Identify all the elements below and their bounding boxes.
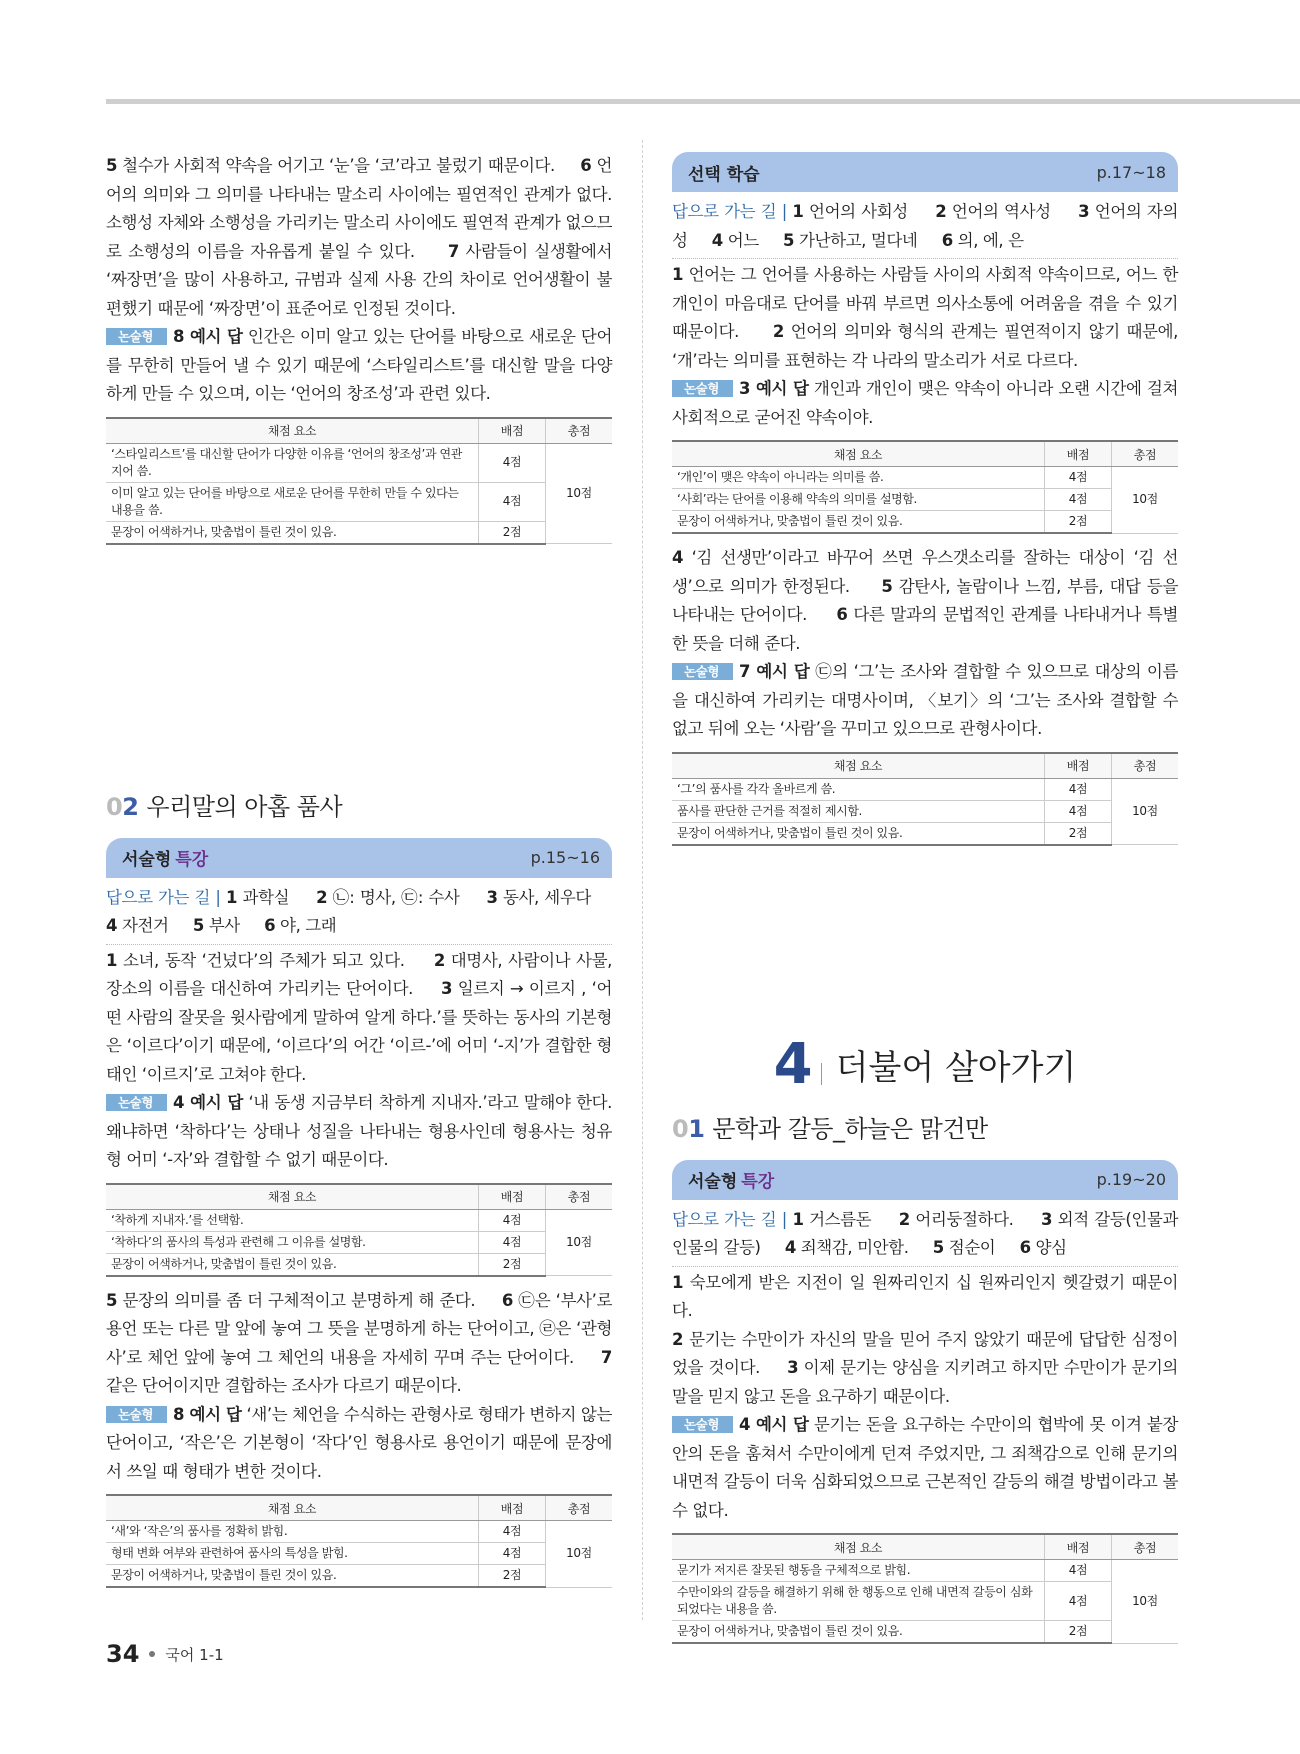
- essay-answer: 논술형 4 예시 답 ‘내 동생 지금부터 착하게 지내자.’라고 말해야 한다. 왜냐하면 ‘착하다’는 상태나 성질을 나타내는 형용사인데 형용사는 청유형 어미 ‘-자’와 결합할 수 없기 때문이다.: [106, 1093, 612, 1169]
- answer-block: 4 ‘김 선생만’이라고 바꾸어 쓰면 우스갯소리를 잘하는 대상이 ‘김 선생’으로 의미가 한정된다. 5 감탄사, 놀람이나 느낌, 부름, 대답 등을 나타내는 단어이다. 6 다른 말과의 문법적인 관계를 나타내거나 특별한 뜻을 더해 준다.: [672, 548, 1178, 653]
- answer-block: 1 숙모에게 받은 지전이 일 원짜리인지 십 원짜리인지 헷갈렸기 때문이다. 2 문기는 수만이가 자신의 말을 믿어 주지 않았기 때문에 답답한 심정이었을 것이다. 3 이제 문기는 양심을 지키려고 하지만 수만이가 문기의 말을 믿지 않고 돈을 요구하기 때문이다.: [672, 1272, 1178, 1406]
- answer-block: 5 철수가 사회적 약속을 어기고 ‘눈’을 ‘코’라고 불렀기 때문이다. 6 언어의 의미와 그 의미를 나타내는 말소리 사이에는 필연적인 관계가 없다. 소행성 자체와 소행성을 가리키는 말소리 사이에도 필연적 관계가 없으므로 소행성의 이름을 자유롭게 붙일 수 있다. 7 사람들이 실생활에서 ‘짜장면’을 많이 사용하고, 규범과 실제 사용 간의 차이로 언어생활이 불편했기 때문에 ‘짜장면’이 표준어로 인정된 것이다.: [106, 156, 612, 318]
- scoring-table: 채점 요소 배점 총점 ‘개인’이 맺은 약속이 아니라는 의미를 씀. 4점 10점 ‘사회’라는 단어를 이용해 약속의 의미를 설명함. 4점 문장이 어색하거나, 맞춤법이 틀린 것이 있음. 2점: [672, 440, 1178, 534]
- book-title: 국어 1-1: [165, 1645, 224, 1664]
- answer-path: 답으로 가는 길 | 1 거스름돈 2 어리둥절하다. 3 외적 갈등(인물과 인물의 갈등) 4 죄책감, 미안함. 5 점순이 6 양심: [672, 1209, 1178, 1257]
- essay-tag: 논술형: [672, 1416, 733, 1433]
- section-header: 선택 학습 p.17~18: [672, 152, 1178, 192]
- scoring-table: 채점 요소 배점 총점 ‘착하게 지내자.’를 선택함. 4점 10점 ‘착하다’의 품사의 특성과 관련해 그 이유를 설명함. 4점 문장이 어색하거나, 맞춤법이 틀린 것이 있음. 2점: [106, 1183, 612, 1277]
- scoring-table: 채점 요소 배점 총점 ‘그’의 품사를 각각 올바르게 씀. 4점 10점 품사를 판단한 근거를 적절히 제시함. 4점 문장이 어색하거나, 맞춤법이 틀린 것이 있음. 2점: [672, 752, 1178, 846]
- answer-block: 1 언어는 그 언어를 사용하는 사람들 사이의 사회적 약속이므로, 어느 한 개인이 마음대로 단어를 바꿔 부르면 의사소통에 어려움을 겪을 수 있기 때문이다. 2 언어의 의미와 형식의 관계는 필연적이지 않기 때문에, ‘개’라는 의미를 표현하는 각 나라의 말소리가 서로 다르다.: [672, 265, 1178, 370]
- essay-answer: 논술형 3 예시 답 개인과 개인이 맺은 약속이 아니라 오랜 시간에 걸쳐 사회적으로 굳어진 약속이야.: [672, 379, 1178, 427]
- left-column: [106, 152, 612, 1598]
- essay-tag: 논술형: [106, 1406, 167, 1423]
- section-header: 서술형 특강 p.19~20: [672, 1160, 1178, 1200]
- section-title: 02 우리말의 아홉 품사: [106, 792, 343, 821]
- section-title: 01 문학과 갈등_하늘은 맑건만: [672, 1114, 988, 1143]
- bullet-icon: [149, 1651, 155, 1657]
- chapter-title: 4 더불어 살아가기: [773, 1031, 1077, 1097]
- column-divider: [642, 140, 643, 1620]
- essay-answer: 논술형 8 예시 답 ‘새’는 체언을 수식하는 관형사로 형태가 변하지 않는 단어이고, ‘작은’은 기본형이 ‘작다’인 형용사로 용언이기 때문에 문장에서 쓰일 때 형태가 변한 것이다.: [106, 1404, 612, 1481]
- right-column: [672, 152, 1178, 1654]
- essay-tag: 논술형: [672, 663, 733, 680]
- answer-path: 답으로 가는 길 | 1 과학실 2 ㉡: 명사, ㉢: 수사 3 동사, 세우다 4 자전거 5 부사 6 야, 그래: [106, 887, 591, 935]
- essay-answer: 논술형 7 예시 답 ㉢의 ‘그’는 조사와 결합할 수 있으므로 대상의 이름을 대신하여 가리키는 대명사이며, 〈보기〉의 ‘그’는 조사와 결합할 수 없고 뒤에 오는 ‘사람’을 꾸미고 있으므로 관형사이다.: [672, 662, 1178, 738]
- answer-path: 답으로 가는 길 | 1 언어의 사회성 2 언어의 역사성 3 언어의 자의성 4 어느 5 가난하고, 멀다네 6 의, 에, 은: [672, 202, 1178, 250]
- scoring-table: 채점 요소 배점 총점 ‘스타일리스트’를 대신할 단어가 다양한 이유를 ‘언어의 창조성’과 연관 지어 씀. 4점 10점 이미 알고 있는 단어를 바탕으로 새로운 단어를 무한히 만들 수 있다는 내용을 씀. 4점 문장이 어색하거나, 맞춤법이 틀린 것이 있음. 2점: [106, 417, 612, 545]
- essay-tag: 논술형: [106, 1094, 167, 1111]
- essay-answer: 논술형 4 예시 답 문기는 돈을 요구하는 수만이의 협박에 못 이겨 붙장 안의 돈을 훔쳐서 수만이에게 던져 주었지만, 그 죄책감으로 인해 문기의 내면적 갈등이 더욱 심화되었으므로 근본적인 갈등의 해결 방법이라고 볼 수 없다.: [672, 1415, 1178, 1520]
- essay-answer: 논술형 8 예시 답 인간은 이미 알고 있는 단어를 바탕으로 새로운 단어를 무한히 만들어 낼 수 있기 때문에 ‘스타일리스트’를 대신할 말을 다양하게 만들 수 있으며, 이는 ‘언어의 창조성’과 관련 있다.: [106, 327, 612, 403]
- essay-tag: 논술형: [106, 328, 167, 345]
- answer-block: 5 문장의 의미를 좀 더 구체적이고 분명하게 해 준다. 6 ㉢은 ‘부사’로 용언 또는 다른 말 앞에 놓여 그 뜻을 분명하게 하는 단어이고, ㉣은 ‘관형사’로 체언 앞에 놓여 그 체언의 내용을 자세히 꾸며 주는 단어이다. 7 같은 단어이지만 결합하는 조사가 다르기 때문이다.: [106, 1290, 613, 1395]
- essay-tag: 논술형: [672, 380, 733, 397]
- answer-block: 1 소녀, 동작 ‘건넜다’의 주체가 되고 있다. 2 대명사, 사람이나 사물, 장소의 이름을 대신하여 가리키는 단어이다. 3 일르지 → 이르지 , ‘어떤 사람의 잘못을 윗사람에게 말하여 알게 하다.’를 뜻하는 동사의 기본형은 ‘이르다’이기 때문에, ‘이르다’의 어간 ‘이르-’에 어미 ‘-지’가 결합한 형태인 ‘이르지’로 고쳐야 한다.: [106, 950, 612, 1084]
- top-rule: [106, 99, 1300, 104]
- section-header: 서술형 특강 p.15~16: [106, 838, 612, 878]
- page-footer: [106, 1640, 224, 1668]
- page-number: 34: [106, 1640, 140, 1668]
- scoring-table: 채점 요소 배점 총점 문기가 저지른 잘못된 행동을 구체적으로 밝힘. 4점 10점 수만이와의 갈등을 해결하기 위해 한 행동으로 인해 내면적 갈등이 심화되었다는 내용을 씀. 4점 문장이 어색하거나, 맞춤법이 틀린 것이 있음. 2점: [672, 1533, 1178, 1644]
- scoring-table: 채점 요소 배점 총점 ‘새’와 ‘작은’의 품사를 정확히 밝힘. 4점 10점 형태 변화 여부와 관련하여 품사의 특성을 밝힘. 4점 문장이 어색하거나, 맞춤법이 틀린 것이 있음. 2점: [106, 1494, 612, 1588]
